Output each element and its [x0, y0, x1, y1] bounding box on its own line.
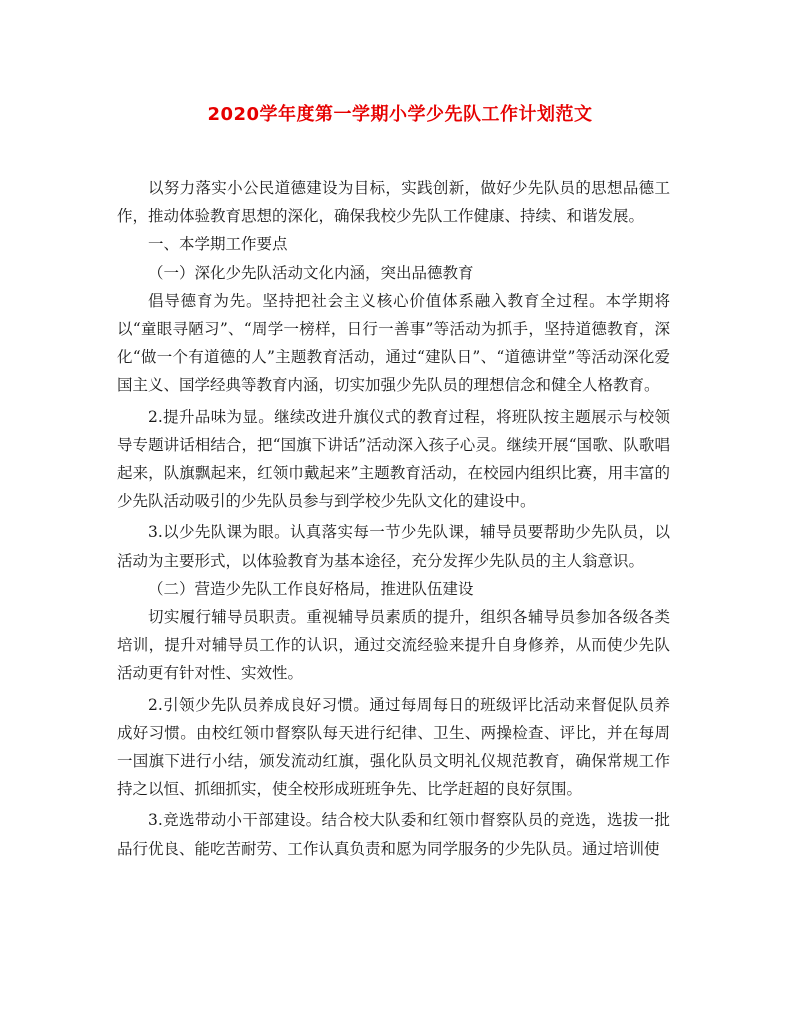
subsection-heading-2: （二）营造少先队工作良好格局，推进队伍建设 — [148, 579, 474, 598]
paragraph-item-3-election: 3.竞选带动小干部建设。结合校大队委和红领巾督察队员的竞选，选拔一批品行优良、能吃苦耐劳、工作认真负责和愿为同学服务的少先队员。通过培训使 — [117, 811, 670, 858]
section-heading-1: 一、本学期工作要点 — [148, 235, 288, 254]
document-body — [117, 174, 670, 863]
paragraph-item-2-habits: 2.引领少先队员养成良好习惯。通过每周每日的班级评比活动来督促队员养成好习惯。由校红领巾督察队每天进行纪律、卫生、两操检查、评比，并在每周一国旗下进行小结，颁发流动红旗，强化队员文明礼仪规范教育，确保常规工作持之以恒、抓细抓实，使全校形成班班争先、比学赶超的良好氛围。 — [117, 695, 670, 799]
subsection-heading-1: （一）深化少先队活动文化内涵，突出品德教育 — [148, 263, 474, 282]
paragraph-item-2-taste: 2.提升品味为显。继续改进升旗仪式的教育过程，将班队按主题展示与校领导专题讲话相结合，把“国旗下讲话”活动深入孩子心灵。继续开展“国歌、队歌唱起来，队旗飘起来，红领巾戴起来”主题教育活动，在校园内组织比赛，用丰富的少先队活动吸引的少先队员参与到学校少先队文化的建设中。 — [117, 407, 670, 511]
document-title: 2020学年度第一学期小学少先队工作计划范文 — [207, 104, 593, 125]
paragraph-counselor-duty: 切实履行辅导员职责。重视辅导员素质的提升，组织各辅导员参加各级各类培训，提升对辅导员工作的认识，通过交流经验来提升自身修养，从而使少先队活动更有针对性、实效性。 — [117, 608, 670, 683]
paragraph-moral-education: 倡导德育为先。坚持把社会主义核心价值体系融入教育全过程。本学期将以“童眼寻陋习”、“周学一榜样，日行一善事”等活动为抓手，坚持道德教育，深化“做一个有道德的人”主题教育活动，通过“建队日”、“道德讲堂”等活动深化爱国主义、国学经典等教育内涵，切实加强少先队员的理想信念和健全人格教育。 — [117, 291, 670, 395]
paragraph-item-3-class: 3.以少先队课为眼。认真落实每一节少先队课，辅导员要帮助少先队员，以活动为主要形式，以体验教育为基本途径，充分发挥少先队员的主人翁意识。 — [117, 523, 670, 570]
paragraph-intro: 以努力落实小公民道德建设为目标，实践创新，做好少先队员的思想品德工作，推动体验教育思想的深化，确保我校少先队工作健康、持续、和谐发展。 — [117, 179, 670, 226]
